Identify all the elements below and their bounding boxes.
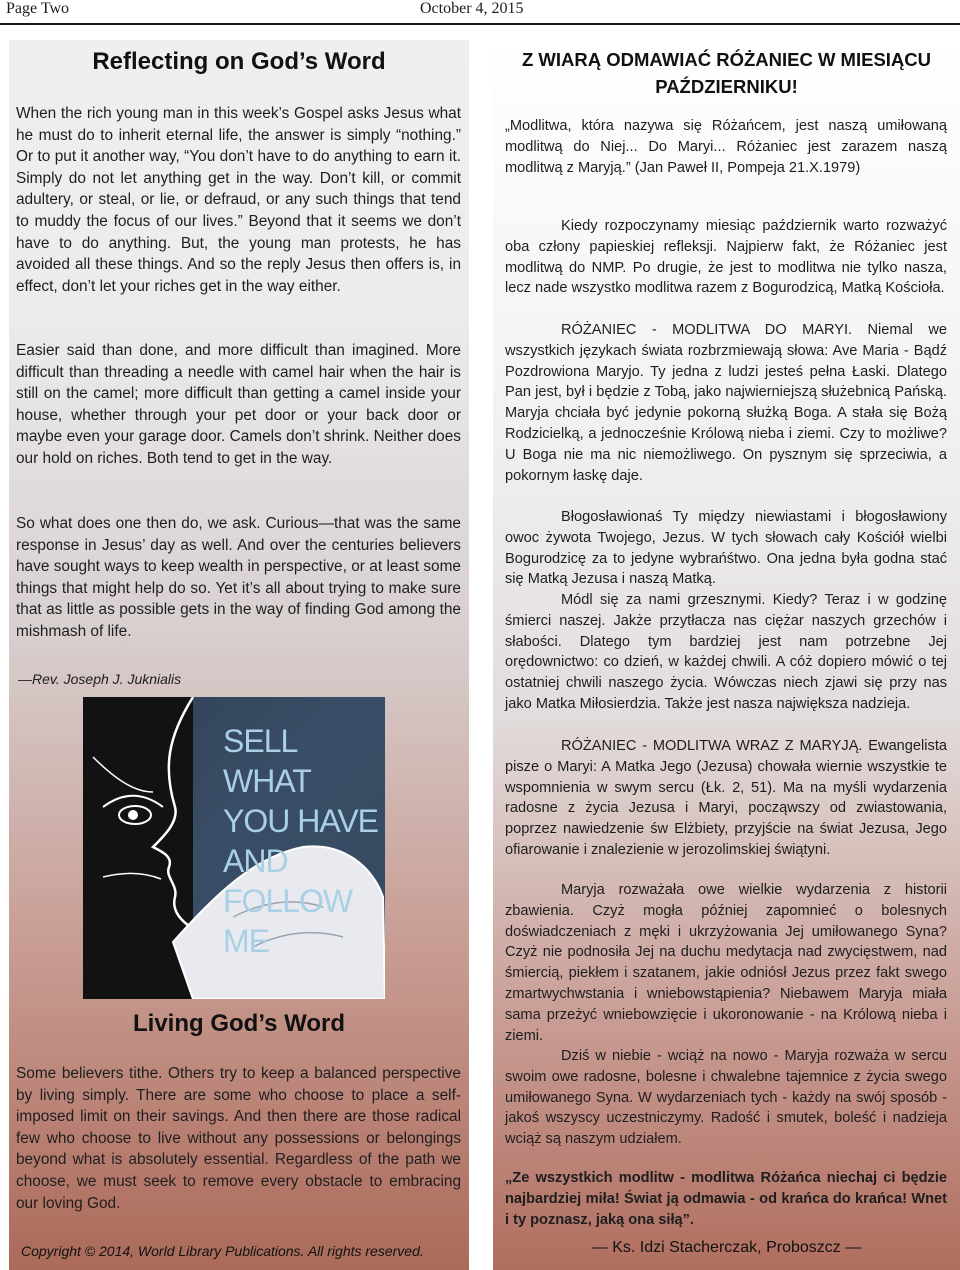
rosary-paragraph-1 <box>505 216 947 299</box>
cover-line-3: AND FOLLOW ME <box>223 843 353 959</box>
rosary-paragraph-3 <box>505 507 947 590</box>
reflection-column <box>9 40 469 1270</box>
living-paragraph: Some believers tithe. Others try to keep a balanced perspective by living simply. There are some who choose to place a self-imposed limit on their savings. And then there are those radical few who choose to live without any possessions or belongings beyond what is absolutely essential. Regardless of the path we choose, we must seek to remove every obstacle to embracing our loving God. <box>16 1065 461 1212</box>
rosary-paragraph-2 <box>505 320 947 486</box>
rosary-column <box>493 40 960 1270</box>
closing-quote: „Ze wszystkich modlitw - modlitwa Różańca niechaj ci będzie najbardziej miła! Świat ją odmawia - od krańca do krańca! Wnet i ty poznasz, jaką ona siłą”. <box>505 1170 947 1228</box>
cover-line-2: YOU HAVE <box>223 803 378 839</box>
rosary-title: Z WIARĄ ODMAWIAĆ RÓŻANIEC W MIESIĄCU PAŹDZIERNIKU! <box>521 49 932 97</box>
rosary-paragraph-6-text: Maryja rozważała owe wielkie wydarzenia z historii zbawienia. Czyż mogła później zapomnieć o bolesnych doświadczeniach z męki i ukrzyżowania Jej umiłowanego Syna? Czyż nie podnosiła Jej na duchu medytacja nad zwycięstwem, nad śmiercią, piekłem i szatanem, jakie odniósł Jezus przez fakt swego zmartwychwstania i wniebowstąpienia? Niebawem Maryja miała sama przeżyć wniebowzięcie i ukoronowanie - na Królową nieba i ziemi. <box>505 882 947 1044</box>
living-title: Living God’s Word <box>133 1010 345 1037</box>
reflection-paragraph-1: When the rich young man in this week’s Gospel asks Jesus what he must do to inherit eternal life, the answer is simply “nothing.” Or to put it another way, “You don’t have to do anything to earn it. Simply do not let anything get in the way. Don’t kill, or commit adultery, or steal, or lie, or defraud, or any such things that tend to muddy the focus of our lives.” Beyond that it seems we don’t have to do anything. But, the young man protests, he has avoided all these things. And so the reply Jesus then offers is, in effect, don’t let your riches get in the way either. <box>16 105 461 295</box>
reflection-title: Reflecting on God’s Word <box>92 48 386 75</box>
page-label: Page Two <box>6 0 70 17</box>
reflection-signature: —Rev. Joseph J. Juknialis <box>18 671 182 687</box>
rosary-paragraph-2-text: RÓŻANIEC - MODLITWA DO MARYI. Niemal we wszystkich językach świata rozbrzmiewają słowa: Ave Maria - Bądź Pozdrowiona Maryjo. Ty jedna z ludzi jesteś pełna Łaski. Dlatego Pan jest, był i będzie z Tobą, jako najwierniejszą służebnicą Pańską. Maryja chciała być jedynie pokorną służką Boga. A stała się Bożą Rodzicielką, a jednocześnie Królową nieba i ziemi. Czy to możliwe? U Boga nie ma nic niemożliwego. On pysznym się sprzeciwia, a pokornym łaskę daje. <box>505 322 947 484</box>
rosary-paragraph-4 <box>505 590 947 715</box>
rosary-paragraph-7 <box>505 1046 947 1150</box>
rosary-paragraph-3-text: Błogosławionaś Ty między niewiastami i błogosławiony owoc żywota Twojego, Jezus. W tych słowach cały Kościół wielbi Bogurodzicę za to jedyne wybrańśtwo. Ona jedna była godna stać się Matką Jezusa i naszą Matką. <box>505 509 947 588</box>
issue-date: October 4, 2015 <box>420 0 524 17</box>
copyright-notice: Copyright © 2014, World Library Publications. All rights reserved. <box>21 1243 424 1259</box>
rosary-paragraph-6 <box>505 880 947 1046</box>
header-divider <box>0 23 960 25</box>
rosary-paragraph-7-text: Dziś w niebie - wciąż na nowo - Maryja rozważa w sercu swoim owe radosne, bolesne i chwalebne tajemnice z życia swego umiłowanego Syna. W wydarzeniach tych - każdy na swój sposób - jakoś wszyscy uczestniczymy. Radość i smutek, boleść i nadzieja wciąż są naszym udziałem. <box>505 1048 947 1148</box>
rosary-paragraph-5 <box>505 736 947 861</box>
reflection-paragraph-3: So what does one then do, we ask. Curious—that was the same response in Jesus’ day as well. And over the centuries believers have sought ways to keep wealth in perspective, or at least some things that might help do so. Yet it’s all about trying to make sure that as little as possible gets in the way of finding God among the mishmash of life. <box>16 515 461 640</box>
cover-text <box>223 721 383 961</box>
rosary-paragraph-5-text: RÓŻANIEC - MODLITWA WRAZ Z MARYJĄ. Ewangelista pisze o Maryi: A Matka Jego (Jezusa) chowała wiernie wszystkie te wspomnienia w swym sercu (Łk. 2, 51). Ma na myśli wydarzenia radosne z życia Jezusa i Maryi, począwszy od zwiastowania, poprzez nawiedzenie św Elżbiety, przyjście na świat Jezusa, Jego ofiarowanie i znalezienie w jerozolimskiej świątyni. <box>505 738 947 858</box>
rosary-paragraph-1-text: Kiedy rozpoczynamy miesiąc październik warto rozważyć oba człony papieskiej refleksji. Najpierw fakt, że Różaniec jest modlitwą do NMP. Po drugie, że jest to modlitwa nie tylko nasza, lecz nade wszystko modlitwa razem z Bogurodzicą, Matką Kościoła. <box>505 218 947 297</box>
cover-line-1: SELL WHAT <box>223 723 311 799</box>
cover-illustration <box>83 697 385 999</box>
rosary-intro: „Modlitwa, która nazywa się Różańcem, jest naszą umiłowaną modlitwą do Niej... Do Maryi... Różaniec jest zarazem naszą modlitwą z Maryją.” (Jan Paweł II, Pompeja 21.X.1979) <box>505 118 947 176</box>
pastor-signature: — Ks. Idzi Stacherczak, Proboszcz — <box>591 1239 862 1256</box>
rosary-paragraph-4-text: Módl się za nami grzesznymi. Kiedy? Teraz i w godzinę śmierci naszej. Jakże przytłacza nas ciężar naszych grzechów i słabości. Dlatego tym bardziej jest nam potrzebne Jej orędownictwo: co dzień, w każdej chwili. A cóż dopiero mówić o tej ostatniej chwili naszego życia. Wówczas niech zjawi się przy nas jako Matka Miłosierdzia. Także jest nasza największa nadzieja. <box>505 592 947 712</box>
reflection-paragraph-2: Easier said than done, and more difficult than imagined. More difficult than threading a needle with camel hair when the hair is still on the camel; more difficult than getting a camel inside your house, whether through your pet door or your back door or maybe even your garage door. Camels don’t shrink. Neither does our hold on riches. Both tend to get in the way. <box>16 342 461 467</box>
